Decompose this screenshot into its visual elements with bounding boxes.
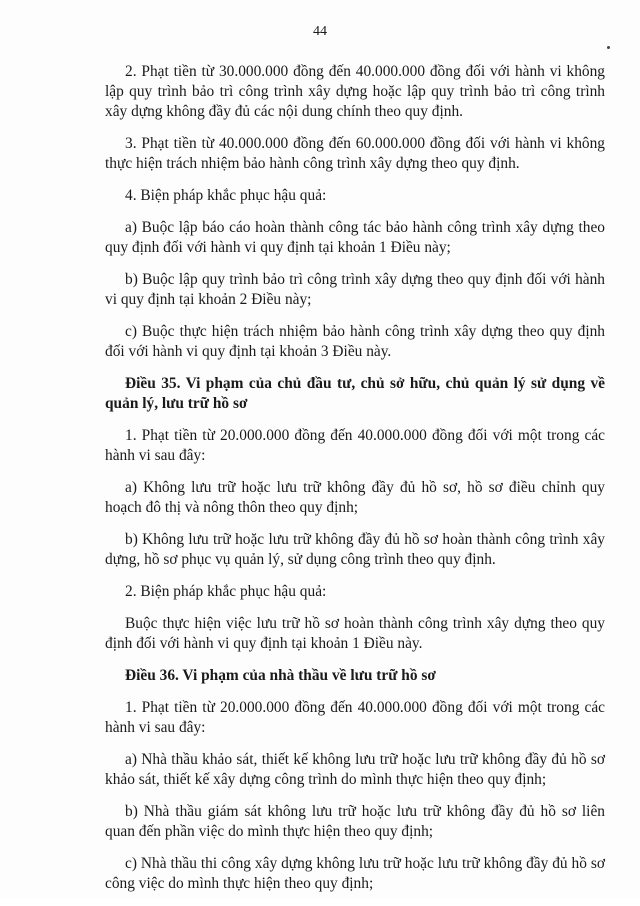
paragraph: b) Không lưu trữ hoặc lưu trữ không đầy đủ hồ sơ hoàn thành công trình xây dựng, hồ sơ phục vụ quản lý, sử dụng công trình theo quy định.: [105, 531, 605, 568]
paragraph: 1. Phạt tiền từ 20.000.000 đồng đến 40.000.000 đồng đối với một trong các hành vi sau đây:: [105, 427, 605, 464]
paragraph: b) Buộc lập quy trình bảo trì công trình xây dựng theo quy định đối với hành vi quy định tại khoản 2 Điều này;: [105, 271, 605, 308]
paragraph: c) Nhà thầu thi công xây dựng không lưu trữ hoặc lưu trữ không đầy đủ hồ sơ công việc do mình thực hiện theo quy định;: [105, 855, 605, 892]
paragraph: b) Nhà thầu giám sát không lưu trữ hoặc lưu trữ không đầy đủ hồ sơ liên quan đến phần việc do mình thực hiện theo quy định;: [105, 803, 605, 840]
paragraph: 1. Phạt tiền từ 20.000.000 đồng đến 40.000.000 đồng đối với một trong các hành vi sau đây:: [105, 699, 605, 736]
document-body: [105, 62, 605, 906]
paragraph: a) Nhà thầu khảo sát, thiết kế không lưu trữ hoặc lưu trữ không đầy đủ hồ sơ khảo sát, thiết kế xây dựng công trình do mình thực hiện theo quy định;: [105, 751, 605, 788]
paragraph: 4. Biện pháp khắc phục hậu quả:: [125, 187, 327, 204]
article-heading: Điều 36. Vi phạm của nhà thầu về lưu trữ hồ sơ: [125, 667, 436, 684]
paragraph: a) Buộc lập báo cáo hoàn thành công tác bảo hành công trình xây dựng theo quy định đối với hành vi quy định tại khoản 1 Điều này;: [105, 219, 605, 256]
paragraph: c) Buộc thực hiện trách nhiệm bảo hành công trình xây dựng theo quy định đối với hành vi quy định tại khoản 3 Điều này.: [105, 323, 605, 360]
paragraph: 3. Phạt tiền từ 40.000.000 đồng đến 60.000.000 đồng đối với hành vi không thực hiện trách nhiệm bảo hành công trình xây dựng theo quy định.: [105, 135, 605, 172]
paragraph: a) Không lưu trữ hoặc lưu trữ không đầy đủ hồ sơ, hồ sơ điều chỉnh quy hoạch đô thị và nông thôn theo quy định;: [105, 479, 605, 516]
scan-speck: [607, 46, 610, 49]
paragraph: 2. Biện pháp khắc phục hậu quả:: [125, 583, 327, 600]
paragraph: Buộc thực hiện việc lưu trữ hồ sơ hoàn thành công trình xây dựng theo quy định đối với hành vi quy định tại khoản 1 Điều này.: [105, 615, 605, 652]
page-number: 44: [313, 24, 327, 39]
article-heading: Điều 35. Vi phạm của chủ đầu tư, chủ sở hữu, chủ quản lý sử dụng về quản lý, lưu trữ hồ sơ: [105, 375, 605, 412]
paragraph: 2. Phạt tiền từ 30.000.000 đồng đến 40.000.000 đồng đối với hành vi không lập quy trình bảo trì công trình xây dựng hoặc lập quy trình bảo trì công trình xây dựng không đầy đủ các nội dung chính theo quy định.: [105, 63, 605, 120]
